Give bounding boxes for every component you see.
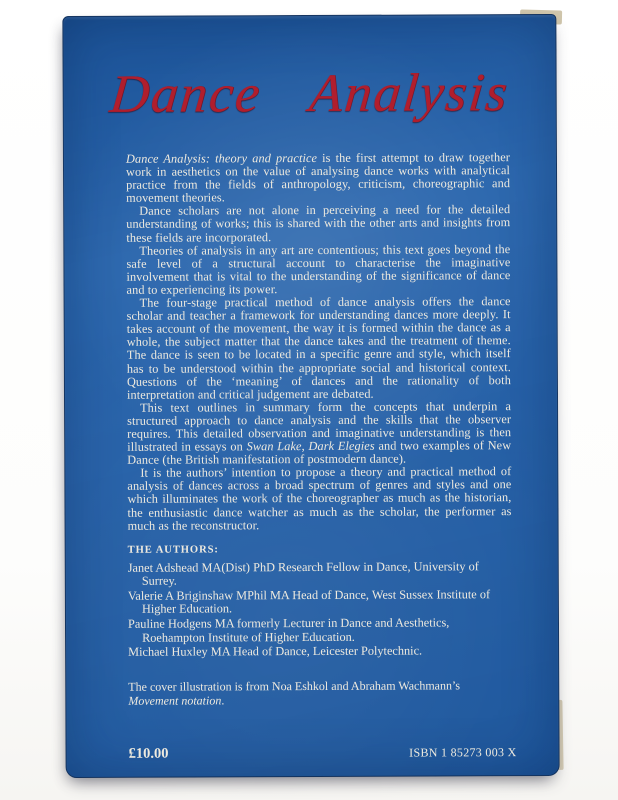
paragraph: [126, 204, 510, 245]
text-segment: The cover illustration is from Noa Eshkol and Abraham Wachmann’s: [128, 678, 461, 694]
paragraph: [126, 151, 510, 205]
price-isbn-row: [129, 744, 517, 763]
book-back-cover: [62, 14, 559, 778]
blurb-body-text: [126, 151, 512, 532]
text-segment: It is the authors’ intention to propose a theory and practical method of analysis of dances across a broad spectrum of genres and styles and one which illuminates the work of the choreographer as much as the historian, the enthusiastic dance watcher as much as the scholar, the performer as much as the reconstructor.: [127, 464, 512, 533]
isbn-label: ISBN 1 85273 003 X: [409, 745, 517, 760]
price-label: £10.00: [128, 745, 169, 762]
text-segment: ,: [301, 439, 309, 454]
author-entry: Janet Adshead MA(Dist) PhD Research Fellow in Dance, University of Surrey.: [127, 558, 479, 588]
book-title: Dance Analysis: [107, 62, 512, 124]
text-segment: The four-stage practical method of dance analysis offers the dance scholar and teacher a framework for understanding dances more deeply. It takes account of the movement, the way it is formed within the dance as a whole, the subject matter that the dance takes and the treatment of theme. The dance is seen to be located in a specific genre and style, which itself has to be understood within the appropriate social and historical context. Questions of the ‘meaning’ of dances and the rationality of both interpretation and critical judgement are debated.: [126, 294, 511, 402]
text-segment: .: [221, 692, 225, 707]
italic-text-segment: Movement notation: [128, 692, 222, 708]
author-entry: Pauline Hodgens MA formerly Lecturer in Dance and Aesthetics, Roehampton Institute of Higher Education.: [127, 615, 450, 645]
text-segment: is the first attempt to draw together work in aesthetics on the value of analysing dance works with analytical practice from the fields of anthropology, criticism, choreographic and movement theories.: [125, 150, 511, 206]
italic-text-segment: Dance Analysis: theory and practice: [125, 150, 318, 166]
text-segment: and two examples of New Dance (the British manifestation of postmodern dance).: [127, 438, 512, 467]
paragraph: [127, 400, 511, 467]
authors-section: [128, 542, 513, 660]
author-entry: Michael Huxley MA Head of Dance, Leicester Polytechnic.: [128, 643, 423, 659]
cover-illustration-note: [128, 679, 512, 708]
paragraph: [127, 465, 511, 532]
authors-heading: THE AUTHORS:: [127, 544, 219, 556]
text-segment: This text outlines in summary form the concepts that underpin a structured approach to dance analysis and the skills that the observer requires. This detailed observation and imaginative understanding is then illustrated in essays on: [127, 398, 512, 454]
paragraph: [127, 295, 511, 401]
authors-list: [128, 560, 512, 660]
paragraph: [126, 243, 510, 297]
text-segment: Theories of analysis in any art are contentious; this text goes beyond the safe level of a structural account to characterise the imaginative involvement that is vital to the understanding of the significance of dance and to experiencing its power.: [126, 241, 511, 297]
author-entry: Valerie A Briginshaw MPhil MA Head of Dance, West Sussex Institute of Higher Education.: [127, 587, 491, 617]
text-segment: Dance scholars are not alone in perceiving a need for the detailed understanding of works; this is shared with the other arts and insights from these fields are incorporated.: [126, 202, 511, 245]
italic-text-segment: Swan Lake: [246, 439, 302, 454]
italic-text-segment: Dark Elegies: [308, 438, 375, 454]
